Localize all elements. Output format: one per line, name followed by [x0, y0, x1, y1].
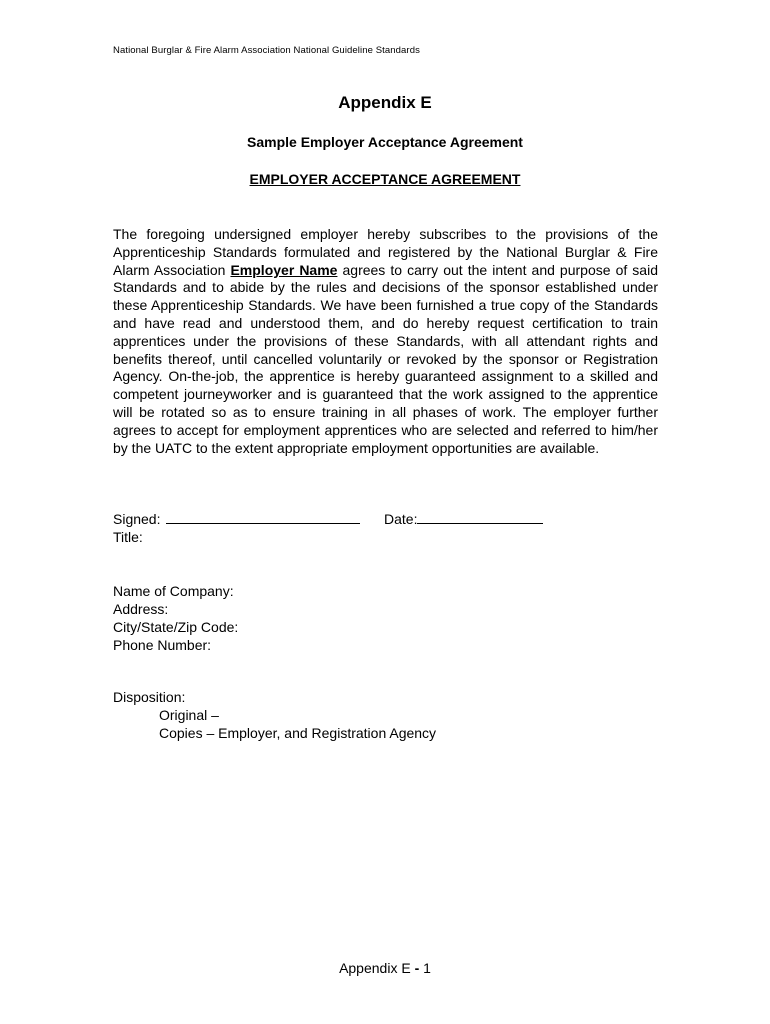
appendix-subtitle: Sample Employer Acceptance Agreement [247, 134, 523, 150]
date-line[interactable] [417, 511, 543, 524]
running-header: National Burglar & Fire Alarm Association National Guideline Standards [113, 45, 420, 56]
disposition-label: Disposition: [113, 689, 186, 705]
address-label: Address: [113, 601, 169, 617]
employer-name-placeholder: Employer Name [230, 261, 338, 278]
phone-label: Phone Number: [113, 637, 212, 653]
date-label: Date: [384, 511, 418, 527]
title-label: Title: [113, 529, 143, 545]
city-state-zip-label: City/State/Zip Code: [113, 619, 239, 635]
body-text-part2: agrees to carry out the intent and purpose of said Standards and to abide by the rules and decisions of the sponsor established under these Apprenticeship Standards. We have been furnished a true copy of the Standards and have read and understood them, and do hereby request certification to train apprentices under the provisions of these Standards, with all attendant rights and benefits thereof, until cancelled voluntarily or revoked by the sponsor or Registration Agency. On-the-job, the apprentice is hereby guaranteed assignment to a skilled and competent journeyworker and is guaranteed that the work assigned to the apprentice will be rotated so as to ensure training in all phases of work. The employer further agrees to accept for employment apprentices who are selected and referred to him/her by the UATC to the extent appropriate employment opportunities are available. [113, 261, 658, 456]
date-field [384, 510, 543, 528]
footer-page-number: 1 [423, 960, 431, 976]
signed-field [113, 510, 360, 528]
signed-line[interactable] [166, 511, 360, 524]
page-footer [0, 960, 770, 976]
disposition-original: Original – [159, 707, 219, 723]
company-label: Name of Company: [113, 583, 234, 599]
disposition-copies: Copies – Employer, and Registration Agency [159, 725, 437, 741]
footer-label: Appendix E [339, 960, 411, 976]
appendix-title: Appendix E [338, 93, 432, 112]
agreement-body [113, 226, 658, 457]
body-text-part1: The foregoing undersigned employer hereby subscribes to the provisions of the Apprenticeship Standards formulated and registered by the National Burglar & Fire Alarm Association [113, 226, 658, 278]
footer-dash: - [414, 960, 420, 976]
signed-label: Signed: [113, 511, 161, 527]
agreement-heading: EMPLOYER ACCEPTANCE AGREEMENT [249, 171, 521, 187]
